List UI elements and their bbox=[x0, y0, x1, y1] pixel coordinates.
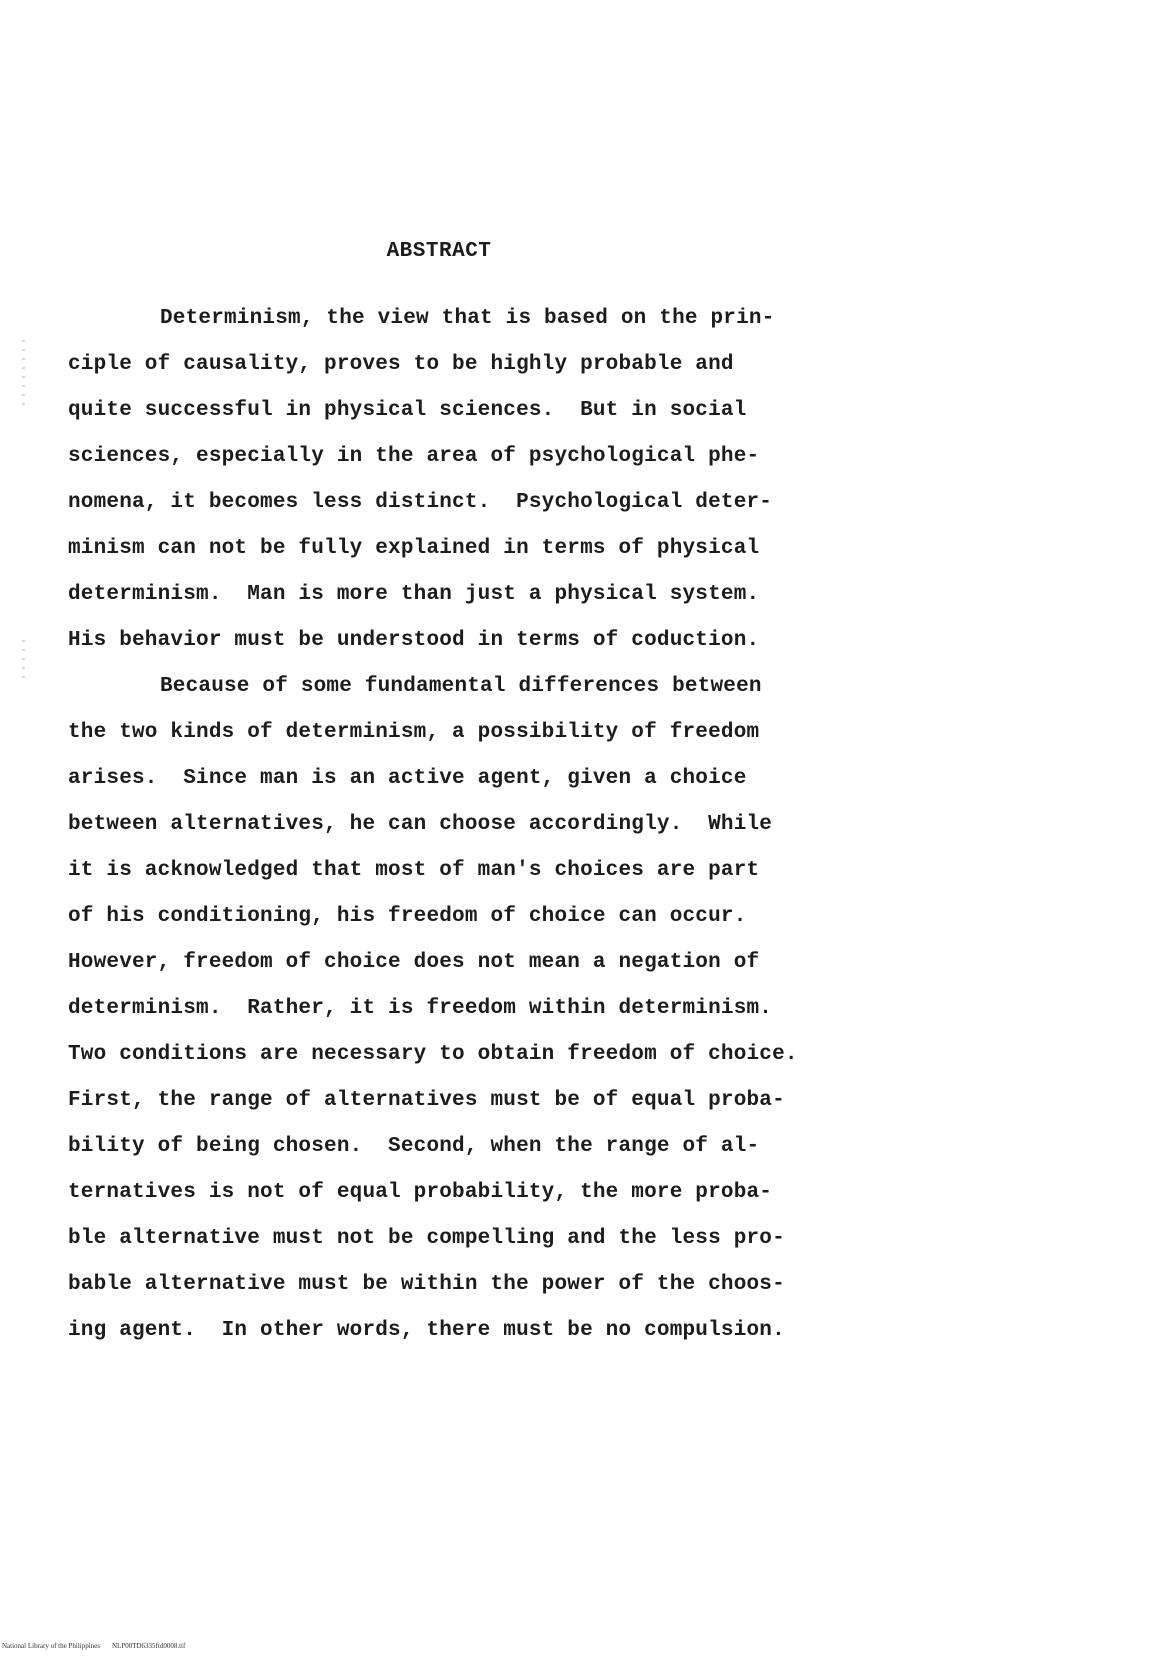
text-line: quite successful in physical sciences. But in social bbox=[68, 399, 747, 422]
footer-file-id: NLP00TD6335ftd0008.tif bbox=[111, 1642, 186, 1650]
text-line: ing agent. In other words, there must be no compulsion. bbox=[68, 1319, 785, 1342]
scan-edge-mark bbox=[22, 340, 25, 410]
text-line: ciple of causality, proves to be highly probable and bbox=[68, 353, 734, 376]
text-line: bable alternative must be within the power of the choos- bbox=[68, 1273, 785, 1296]
abstract-title: ABSTRACT bbox=[386, 240, 492, 263]
text-line: determinism. Rather, it is freedom within determinism. bbox=[68, 997, 773, 1020]
text-line: nomena, it becomes less distinct. Psychological deter- bbox=[68, 491, 773, 514]
text-line: minism can not be fully explained in terms of physical bbox=[68, 537, 760, 560]
text-line: it is acknowledged that most of man's choices are part bbox=[68, 859, 760, 882]
scan-edge-mark bbox=[22, 640, 25, 680]
text-line: Two conditions are necessary to obtain freedom of choice. bbox=[68, 1043, 798, 1066]
text-line: ternatives is not of equal probability, the more proba- bbox=[68, 1181, 773, 1204]
text-line: determinism. Man is more than just a physical system. bbox=[68, 583, 760, 606]
text-line: ble alternative must not be compelling and the less pro- bbox=[68, 1227, 785, 1250]
text-line: of his conditioning, his freedom of choice can occur. bbox=[68, 905, 747, 928]
text-line: Because of some fundamental differences between bbox=[160, 675, 762, 698]
text-line: Determinism, the view that is based on the prin- bbox=[160, 307, 775, 330]
text-line: between alternatives, he can choose accordingly. While bbox=[68, 813, 773, 836]
text-line: the two kinds of determinism, a possibility of freedom bbox=[68, 721, 760, 744]
text-line: However, freedom of choice does not mean a negation of bbox=[68, 951, 760, 974]
text-line: His behavior must be understood in terms of coduction. bbox=[68, 629, 760, 652]
text-line: bility of being chosen. Second, when the range of al- bbox=[68, 1135, 760, 1158]
scan-footer bbox=[2, 1642, 197, 1650]
text-line: First, the range of alternatives must be of equal proba- bbox=[68, 1089, 785, 1112]
text-line: sciences, especially in the area of psychological phe- bbox=[68, 445, 760, 468]
abstract-body bbox=[68, 296, 888, 1354]
text-line: arises. Since man is an active agent, given a choice bbox=[68, 767, 747, 790]
footer-library: National Library of the Philippines bbox=[2, 1642, 100, 1650]
